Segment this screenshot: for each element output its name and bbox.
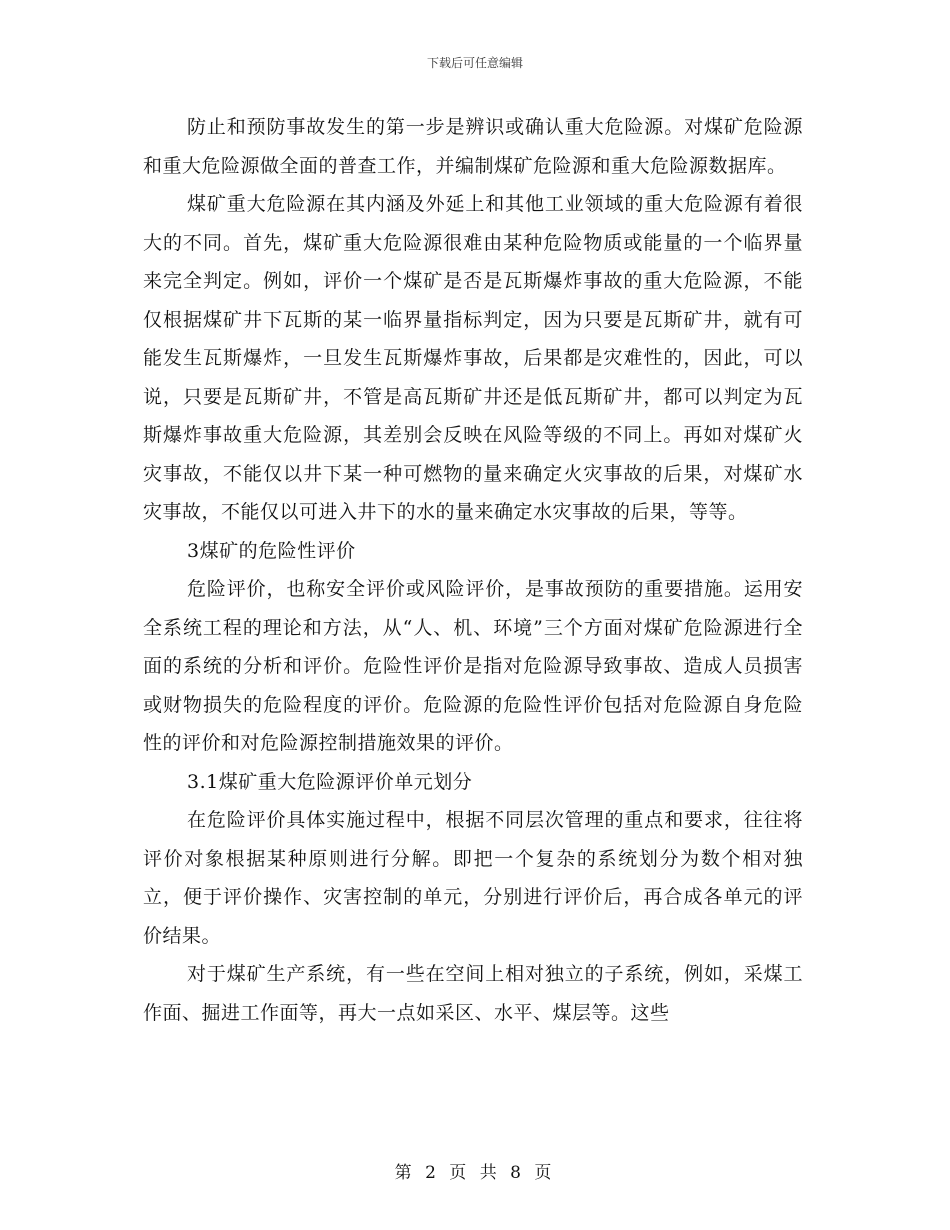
paragraph-4: 在危险评价具体实施过程中，根据不同层次管理的重点和要求，往往将评价对象根据某种原则进行分解。即把一个复杂的系统划分为数个相对独立，便于评价操作、灾害控制的单元，分别进行评价后，再合成各单元的评价结果。 [143,809,803,947]
paragraph-2: 煤矿重大危险源在其内涵及外延上和其他工业领域的重大危险源有着很大的不同。首先，煤矿重大危险源很难由某种危险物质或能量的一个临界量来完全判定。例如，评价一个煤矿是否是瓦斯爆炸事故的重大危险源，不能仅根据煤矿井下瓦斯的某一临界量指标判定，因为只要是瓦斯矿井，就有可能发生瓦斯爆炸，一旦发生瓦斯爆炸事故，后果都是灾难性的，因此，可以说，只要是瓦斯矿井，不管是高瓦斯矿井还是低瓦斯矿井，都可以判定为瓦斯爆炸事故重大危险源，其差别会反映在风险等级的不同上。再如对煤矿火灾事故，不能仅以井下某一种可燃物的量来确定火灾事故的后果，对煤矿水灾事故，不能仅以可进入井下的水的量来确定水灾事故的后果，等等。 [143,193,803,523]
page-number: 第 2 页 共 8 页 [394,1163,556,1183]
page-header: 下载后可任意编辑 [426,56,523,70]
section-heading-3: 3煤矿的危险性评价 [187,539,356,562]
document-body [143,108,803,1032]
paragraph-3: 危险评价，也称安全评价或风险评价，是事故预防的重要措施。运用安全系统工程的理论和方法，从“人、机、环境”三个方面对煤矿危险源进行全面的系统的分析和评价。危险性评价是指对危险源导致事故、造成人员损害或财物损失的危险程度的评价。危险源的危险性评价包括对危险源自身危险性的评价和对危险源控制措施效果的评价。 [143,578,803,754]
paragraph-1: 防止和预防事故发生的第一步是辨识或确认重大危险源。对煤矿危险源和重大危险源做全面的普查工作，并编制煤矿危险源和重大危险源数据库。 [143,116,803,177]
paragraph-5: 对于煤矿生产系统，有一些在空间上相对独立的子系统，例如，采煤工作面、掘进工作面等，再大一点如采区、水平、煤层等。这些 [143,963,803,1024]
section-heading-3-1: 3.1煤矿重大危险源评价单元划分 [187,770,473,793]
